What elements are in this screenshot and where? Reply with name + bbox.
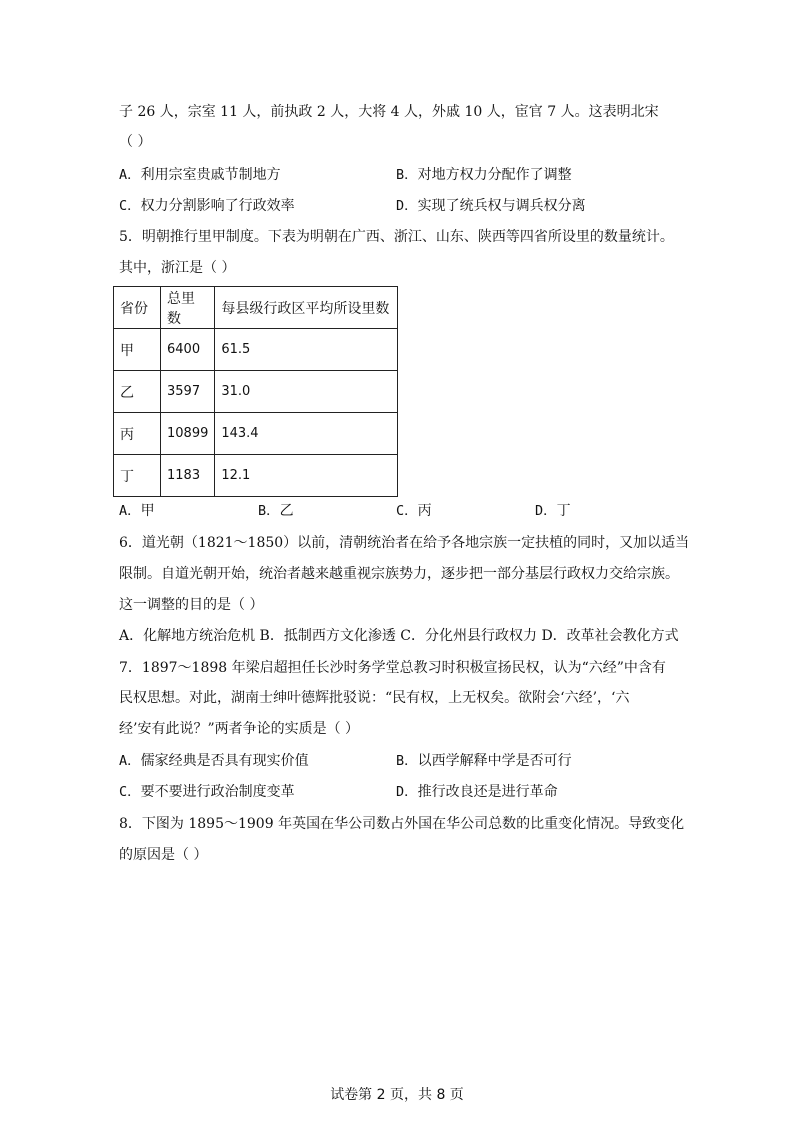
q5-stem-line2: 其中，浙江是（ ） [119, 260, 236, 276]
q4-stem-line1: 子 26 人，宗室 11 人，前执政 2 人，大将 4 人，外戚 10 人，宦官 7 人。这表明北宋 [119, 104, 659, 120]
q4-option-b: B．对地方权力分配作了调整 [396, 167, 572, 183]
table-cell: 10899 [161, 413, 215, 455]
table-cell: 3597 [161, 371, 215, 413]
q7-stem-line2: 民权思想。对此，湖南士绅叶德辉批驳说：“民有权，上无权矣。欲附会‘六经’，‘六 [119, 690, 630, 706]
table-header-row [114, 287, 398, 329]
table-row [114, 371, 398, 413]
table-row [114, 455, 398, 497]
table-header-cell: 总里数 [161, 287, 215, 329]
q8-stem-line1: 8．下图为 1895～1909 年英国在华公司数占外国在华公司总数的比重变化情况。导致变化 [119, 816, 685, 832]
table-cell: 丙 [114, 413, 161, 455]
table-row [114, 329, 398, 371]
page-footer: 试卷第 2 页，共 8 页 [330, 1087, 464, 1103]
q4-stem-line2: （ ） [119, 134, 152, 150]
q7-option-a: A．儒家经典是否具有现实价值 [119, 753, 309, 769]
q6-stem-line1: 6．道光朝（1821～1850）以前，清朝统治者在给予各地宗族一定扶植的同时，又加以适当 [119, 535, 690, 551]
q4-option-d: D．实现了统兵权与调兵权分离 [396, 198, 586, 214]
table-header-cell: 省份 [114, 287, 161, 329]
q6-stem-line3: 这一调整的目的是（ ） [119, 597, 264, 613]
table-row [114, 413, 398, 455]
q7-option-b: B．以西学解释中学是否可行 [396, 753, 572, 769]
table-cell: 丁 [114, 455, 161, 497]
table-cell: 61.5 [215, 329, 398, 371]
table-cell: 143.4 [215, 413, 398, 455]
table-cell: 甲 [114, 329, 161, 371]
q5-option-c: C．丙 [396, 503, 432, 519]
q7-stem-line3: 经’安有此说？”两者争论的实质是（ ） [119, 721, 360, 737]
table-cell: 12.1 [215, 455, 398, 497]
q6-stem-line2: 限制。自道光朝开始，统治者越来越重视宗族势力，逐步把一部分基层行政权力交给宗族。 [119, 566, 679, 582]
table-cell: 31.0 [215, 371, 398, 413]
table-cell: 1183 [161, 455, 215, 497]
q5-option-d: D．丁 [535, 503, 571, 519]
q5-option-a: A．甲 [119, 503, 155, 519]
q5-data-table [113, 286, 398, 497]
q4-option-c: C．权力分割影响了行政效率 [119, 198, 295, 214]
table-cell: 6400 [161, 329, 215, 371]
table-header-cell: 每县级行政区平均所设里数 [215, 287, 398, 329]
table-cell: 乙 [114, 371, 161, 413]
q7-option-d: D．推行改良还是进行革命 [396, 784, 558, 800]
q4-option-a: A．利用宗室贵戚节制地方 [119, 167, 281, 183]
q7-option-c: C．要不要进行政治制度变革 [119, 784, 295, 800]
q6-options: A．化解地方统治危机 B．抵制西方文化渗透 C．分化州县行政权力 D．改革社会教化方式 [119, 628, 679, 644]
q5-stem-line1: 5．明朝推行里甲制度。下表为明朝在广西、浙江、山东、陕西等四省所设里的数量统计。 [119, 229, 674, 245]
q7-stem-line1: 7．1897～1898 年梁启超担任长沙时务学堂总教习时积极宣扬民权，认为“六经”中含有 [119, 660, 666, 676]
q8-stem-line2: 的原因是（ ） [119, 847, 208, 863]
q5-option-b: B．乙 [258, 503, 294, 519]
